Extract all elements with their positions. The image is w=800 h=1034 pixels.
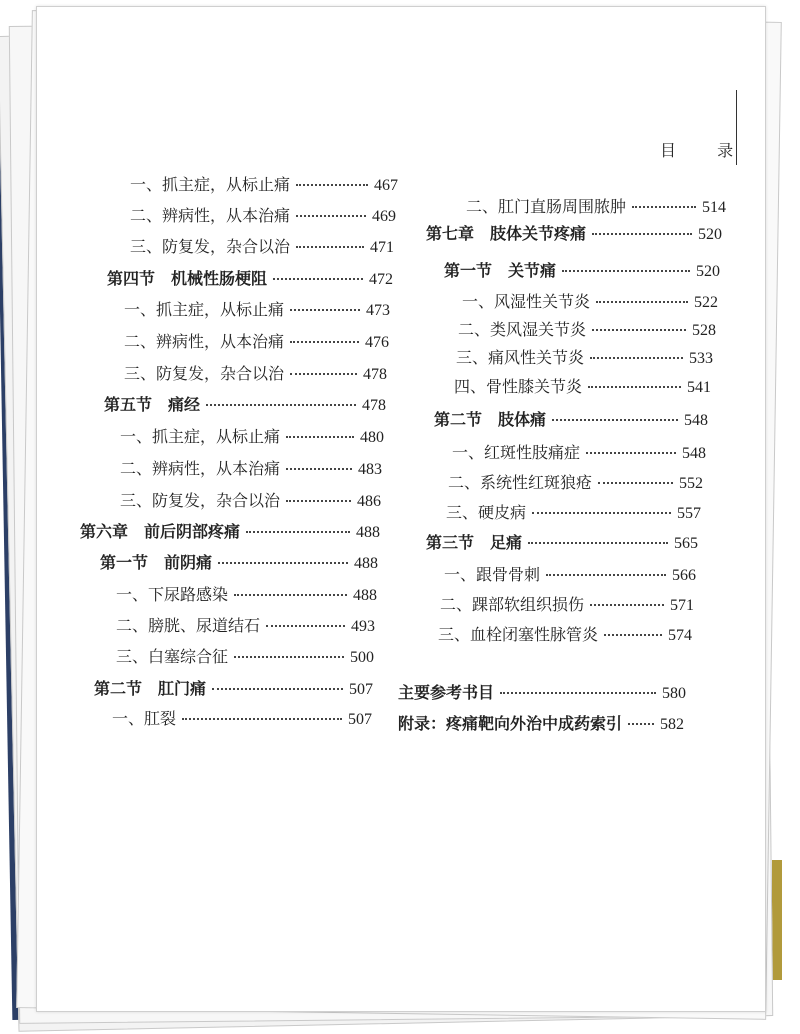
toc-entry: 一、跟骨骨刺 566 <box>444 565 696 584</box>
toc-entry: 二、系统性红斑狼疮 552 <box>448 473 703 492</box>
toc-entry: 三、痛风性关节炎 533 <box>456 348 713 367</box>
toc-section-entry: 第一节 前阴痛 488 <box>100 553 378 572</box>
toc-section-entry: 第三节 足痛 565 <box>426 533 698 552</box>
toc-entry: 二、踝部软组织损伤 571 <box>440 595 694 614</box>
toc-entry: 一、抓主症，从标止痛 473 <box>124 300 390 319</box>
toc-entry: 三、防复发，杂合以治 486 <box>120 491 381 510</box>
toc-section-entry: 第二节 肢体痛 548 <box>434 410 708 429</box>
toc-back-matter-entry: 附录：疼痛靶向外治中成药索引 582 <box>398 714 684 733</box>
toc-entry: 一、风湿性关节炎 522 <box>462 292 718 311</box>
toc-entry: 一、抓主症，从标止痛 467 <box>130 175 398 194</box>
toc-entry: 三、血栓闭塞性脉管炎 574 <box>438 625 692 644</box>
toc-entry: 三、防复发，杂合以治 471 <box>130 237 394 256</box>
toc-entry: 四、骨性膝关节炎 541 <box>454 377 711 396</box>
toc-entry: 三、白塞综合征 500 <box>116 647 374 666</box>
toc-entry: 二、膀胱、尿道结石 493 <box>116 616 375 635</box>
toc-back-matter-entry: 主要参考书目 580 <box>398 683 686 702</box>
toc-entry: 三、防复发，杂合以治 478 <box>124 364 387 383</box>
toc-section-entry: 第二节 肛门痛 507 <box>94 679 373 698</box>
toc-entry: 二、辨病性，从本治痛 483 <box>120 459 382 478</box>
toc-section-entry: 第一节 关节痛 520 <box>444 261 720 280</box>
toc-entry: 二、辨病性，从本治痛 469 <box>130 206 396 225</box>
toc-entry: 一、抓主症，从标止痛 480 <box>120 427 384 446</box>
toc-section-entry: 第四节 机械性肠梗阻 472 <box>107 269 393 288</box>
toc-entry: 一、红斑性肢痛症 548 <box>452 443 706 462</box>
toc-entry: 一、肛裂 507 <box>112 709 372 728</box>
toc-entry: 三、硬皮病 557 <box>446 503 701 522</box>
toc-chapter-entry: 第六章 前后阴部疼痛 488 <box>80 522 380 541</box>
book-cover-edge <box>772 860 782 980</box>
toc-entry: 二、肛门直肠周围脓肿 514 <box>466 197 726 216</box>
toc-chapter-entry: 第七章 肢体关节疼痛 520 <box>426 224 722 243</box>
toc-section-entry: 第五节 痛经 478 <box>104 395 386 414</box>
toc-entry: 一、下尿路感染 488 <box>116 585 377 604</box>
toc-entry: 二、类风湿关节炎 528 <box>458 320 716 339</box>
toc-entry: 二、辨病性，从本治痛 476 <box>124 332 389 351</box>
page-header-title: 目 录 <box>660 141 752 160</box>
